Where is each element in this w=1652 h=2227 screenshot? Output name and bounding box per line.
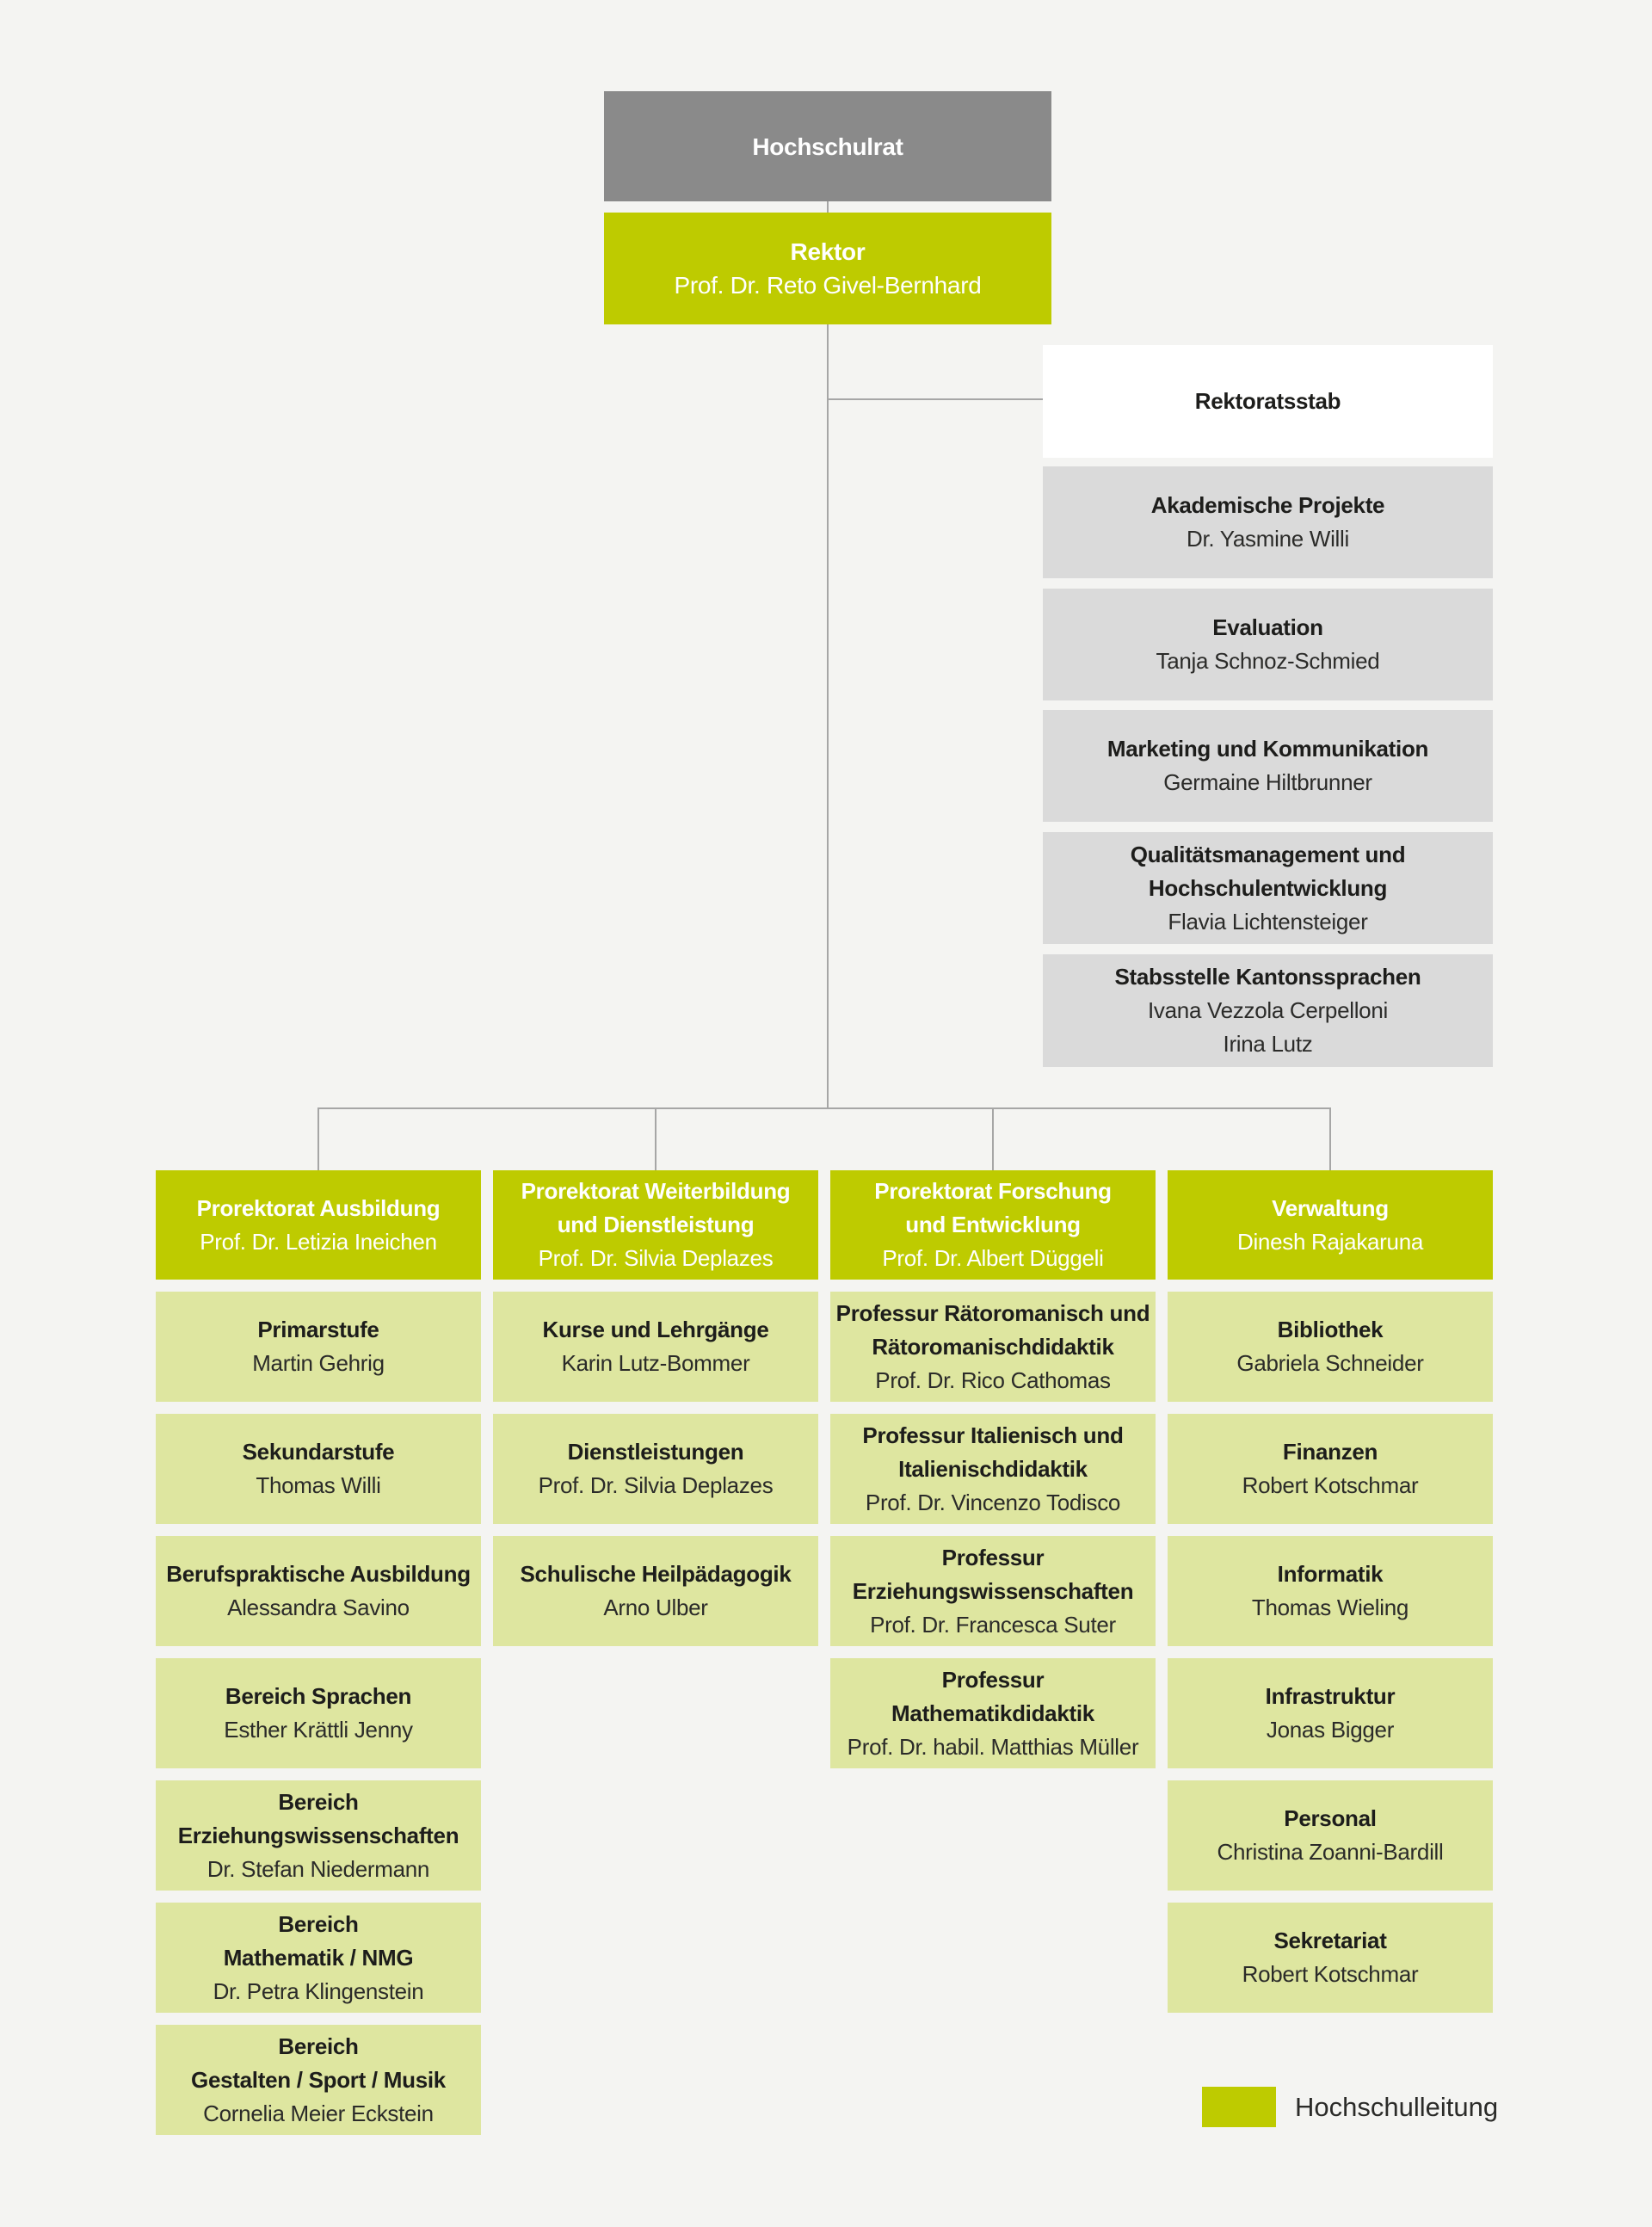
- box-title: Prorektorat Ausbildung: [196, 1194, 441, 1221]
- box-title: Schulische Heilpädagogik: [520, 1561, 792, 1587]
- box-title: Berufspraktische Ausbildung: [166, 1561, 471, 1587]
- org-item-bereich-erziehungswissenschaften: [156, 1780, 481, 1891]
- org-item-informatik: [1168, 1536, 1493, 1646]
- connector-stub-col1: [317, 1107, 319, 1170]
- box-person: Prof. Dr. Albert Düggeli: [882, 1245, 1104, 1271]
- stab-item-akademische-projekte: [1043, 466, 1493, 578]
- connector-stub-col4: [1329, 1107, 1331, 1170]
- box-person: Ivana Vezzola Cerpelloni: [1148, 997, 1388, 1023]
- box-person: Germaine Hiltbrunner: [1163, 769, 1372, 795]
- box-title: Marketing und Kommunikation: [1106, 736, 1429, 762]
- box-title: Finanzen: [1282, 1439, 1378, 1465]
- box-title: Bereich Sprachen: [225, 1683, 412, 1709]
- box-person: Robert Kotschmar: [1242, 1961, 1419, 1987]
- legend-swatch-hochschulleitung: [1202, 2087, 1276, 2127]
- box-title: Prorektorat Forschung: [874, 1178, 1112, 1204]
- connector-stub-col3: [992, 1107, 994, 1170]
- box-title: Bereich: [278, 1910, 359, 1937]
- org-item-infrastruktur: [1168, 1658, 1493, 1768]
- box-person: Prof. Dr. Silvia Deplazes: [538, 1245, 774, 1271]
- box-person: Alessandra Savino: [227, 1595, 410, 1620]
- box-title: Qualitätsmanagement und: [1130, 841, 1406, 867]
- stab-item-evaluation: [1043, 589, 1493, 700]
- box-person: Tanja Schnoz-Schmied: [1156, 648, 1380, 674]
- box-title: Mathematik / NMG: [223, 1944, 414, 1971]
- box-person: Dr. Petra Klingenstein: [213, 1977, 424, 2004]
- box-title: Primarstufe: [257, 1317, 379, 1342]
- box-title: Verwaltung: [1272, 1194, 1389, 1221]
- box-title: Stabsstelle Kantonssprachen: [1114, 964, 1421, 990]
- org-item-professur-erziehungswissenschaften: [830, 1536, 1156, 1646]
- box-title: Hochschulentwicklung: [1148, 874, 1388, 901]
- org-item-sekretariat: [1168, 1903, 1493, 2013]
- org-item-primarstufe: [156, 1292, 481, 1402]
- box-person: Prof. Dr. Letizia Ineichen: [200, 1228, 437, 1255]
- box-title: Professur: [941, 1544, 1045, 1570]
- box-person: Prof. Dr. Francesca Suter: [870, 1611, 1116, 1638]
- org-item-berufspraktische-ausbildung: [156, 1536, 481, 1646]
- box-person: Prof. Dr. Silvia Deplazes: [538, 1472, 774, 1498]
- box-person: Flavia Lichtensteiger: [1168, 908, 1368, 935]
- org-item-personal: [1168, 1780, 1493, 1891]
- box-title: Bereich: [278, 2033, 359, 2059]
- org-item-bereich-sprachen: [156, 1658, 481, 1768]
- box-title: Professur Rätoromanisch und: [835, 1299, 1150, 1326]
- column-header-verwaltung: [1168, 1170, 1493, 1280]
- column-header-forschung: [830, 1170, 1156, 1280]
- org-box-rektor: [604, 213, 1051, 324]
- box-person: Irina Lutz: [1223, 1031, 1313, 1057]
- box-person: Prof. Dr. Reto Givel-Bernhard: [674, 272, 982, 299]
- box-title: Erziehungswissenschaften: [852, 1577, 1134, 1604]
- box-person: Esther Krättli Jenny: [224, 1717, 413, 1743]
- org-item-professur-italienisch: [830, 1414, 1156, 1524]
- box-title: Dienstleistungen: [567, 1439, 744, 1465]
- box-person: Dinesh Rajakaruna: [1236, 1228, 1424, 1255]
- org-item-bibliothek: [1168, 1292, 1493, 1402]
- box-title: Professur Italienisch und: [862, 1422, 1124, 1448]
- box-title: Rektor: [790, 238, 866, 265]
- box-title: Kurse und Lehrgänge: [542, 1317, 769, 1342]
- box-title: Professur: [941, 1666, 1045, 1693]
- column-header-weiterbildung: [493, 1170, 818, 1280]
- connector-hochschulrat-rektor: [827, 201, 829, 213]
- box-title: Evaluation: [1212, 614, 1323, 640]
- box-title: Prorektorat Weiterbildung: [521, 1178, 791, 1204]
- box-person: Prof. Dr. habil. Matthias Müller: [847, 1733, 1139, 1760]
- org-item-finanzen: [1168, 1414, 1493, 1524]
- org-item-schulische-heilpaedagogik: [493, 1536, 818, 1646]
- box-title: Hochschulrat: [752, 133, 903, 160]
- box-person: Gabriela Schneider: [1236, 1350, 1424, 1376]
- org-box-rektoratsstab: [1043, 345, 1493, 458]
- stab-item-marketing: [1043, 710, 1493, 822]
- box-title: Akademische Projekte: [1150, 492, 1385, 518]
- box-person: Dr. Yasmine Willi: [1187, 526, 1349, 552]
- connector-main-horizontal: [317, 1107, 1331, 1109]
- box-title: Bibliothek: [1277, 1317, 1384, 1342]
- box-person: Prof. Dr. Rico Cathomas: [875, 1366, 1111, 1393]
- box-person: Dr. Stefan Niedermann: [206, 1855, 430, 1882]
- org-item-bereich-gestalten-sport-musik: [156, 2025, 481, 2135]
- box-person: Cornelia Meier Eckstein: [203, 2100, 434, 2126]
- org-item-bereich-mathematik-nmg: [156, 1903, 481, 2013]
- box-title: und Entwicklung: [905, 1212, 1081, 1237]
- org-item-dienstleistungen: [493, 1414, 818, 1524]
- box-title: Infrastruktur: [1265, 1683, 1396, 1709]
- box-title: Rätoromanischdidaktik: [872, 1333, 1114, 1360]
- box-title: Italienischdidaktik: [898, 1455, 1088, 1482]
- box-title: Bereich: [278, 1788, 359, 1815]
- box-title: Sekretariat: [1273, 1928, 1387, 1953]
- box-title: Gestalten / Sport / Musik: [191, 2066, 446, 2093]
- box-person: Prof. Dr. Vincenzo Todisco: [865, 1489, 1121, 1515]
- box-person: Robert Kotschmar: [1242, 1472, 1419, 1498]
- org-box-hochschulrat: [604, 91, 1051, 201]
- box-person: Christina Zoanni-Bardill: [1217, 1839, 1444, 1865]
- box-title: Informatik: [1277, 1561, 1384, 1587]
- box-title: Erziehungswissenschaften: [177, 1822, 459, 1848]
- box-title: Sekundarstufe: [242, 1439, 395, 1465]
- org-item-professur-mathematikdidaktik: [830, 1658, 1156, 1768]
- box-person: Thomas Wieling: [1251, 1595, 1409, 1620]
- connector-trunk: [827, 324, 829, 1108]
- stab-item-qualitaetsmanagement: [1043, 832, 1493, 944]
- legend-label: Hochschulleitung: [1295, 2092, 1499, 2122]
- box-person: Thomas Willi: [256, 1472, 381, 1498]
- org-item-sekundarstufe: [156, 1414, 481, 1524]
- box-title: Mathematikdidaktik: [891, 1700, 1094, 1726]
- box-person: Karin Lutz-Bommer: [561, 1350, 750, 1376]
- connector-branch-rektoratsstab: [827, 398, 1043, 400]
- column-header-ausbildung: [156, 1170, 481, 1280]
- box-title: und Dienstleistung: [557, 1212, 755, 1237]
- org-item-kurse-und-lehrgaenge: [493, 1292, 818, 1402]
- connector-stub-col2: [655, 1107, 656, 1170]
- box-person: Jonas Bigger: [1266, 1717, 1395, 1743]
- stab-item-kantonssprachen: [1043, 954, 1493, 1067]
- box-title: Personal: [1284, 1805, 1377, 1831]
- box-person: Arno Ulber: [603, 1595, 708, 1620]
- box-title: Rektoratsstab: [1194, 388, 1341, 414]
- box-person: Martin Gehrig: [252, 1350, 385, 1376]
- org-item-professur-raetoromanisch: [830, 1292, 1156, 1402]
